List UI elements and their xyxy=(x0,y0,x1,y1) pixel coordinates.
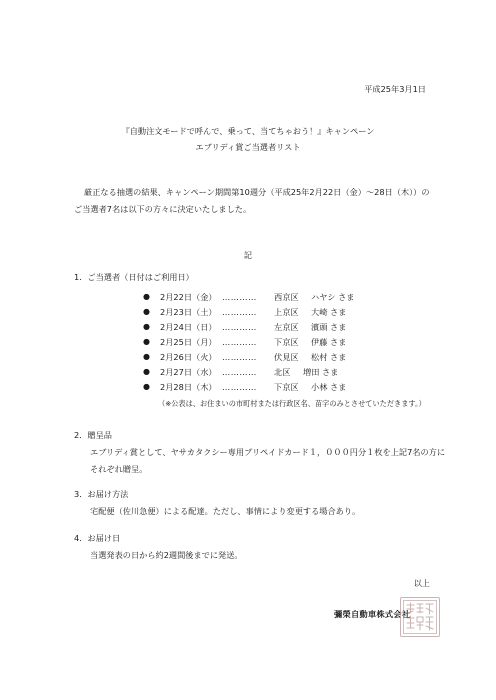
leader-dots: ………… xyxy=(222,307,257,317)
bullet-icon: ● xyxy=(143,367,150,376)
issue-date: 平成25年3月1日 xyxy=(364,84,426,94)
leader-dots: ………… xyxy=(222,352,257,362)
winner-ward: 伏見区 xyxy=(274,352,299,362)
publication-note: （※公表は、お住まいの市町村または行政区名、苗字のみとさせていただきます。） xyxy=(158,399,426,408)
bullet-icon: ● xyxy=(143,307,150,316)
winner-row xyxy=(143,307,413,322)
winner-ward: 左京区 xyxy=(274,322,299,332)
winners-list xyxy=(143,292,413,397)
winner-name: 伊藤 さま xyxy=(311,337,347,347)
winner-row xyxy=(143,337,413,352)
winner-row xyxy=(143,322,413,337)
winner-name: 増田 さま xyxy=(303,367,339,377)
company-seal-stamp xyxy=(400,597,440,637)
leader-dots: ………… xyxy=(222,367,257,377)
leader-dots: ………… xyxy=(222,292,257,302)
bullet-icon: ● xyxy=(143,322,150,331)
bullet-icon: ● xyxy=(143,337,150,346)
list-title: エブリディ賞ご当選者リスト xyxy=(195,142,301,152)
section-3-body: 宅配便（佐川急便）による配達。ただし、事情により変更する場合あり。 xyxy=(90,506,361,516)
bullet-icon: ● xyxy=(143,292,150,301)
winner-date: 2月22日（金） xyxy=(160,292,217,302)
winner-ward: 下京区 xyxy=(274,337,299,347)
winner-date: 2月23日（土） xyxy=(160,307,217,317)
winner-ward: 上京区 xyxy=(274,307,299,317)
section-4-body: 当選発表の日から約2週間後までに発送。 xyxy=(90,550,243,560)
winner-row xyxy=(143,367,413,382)
winner-row xyxy=(143,352,413,367)
winner-name: 小林 さま xyxy=(311,382,347,392)
winner-date: 2月25日（月） xyxy=(160,337,217,347)
winner-row xyxy=(143,382,413,397)
winner-name: 松村 さま xyxy=(311,352,347,362)
winner-date: 2月26日（火） xyxy=(160,352,217,362)
section-4-title: 4．お届け日 xyxy=(74,533,121,543)
winner-ward: 下京区 xyxy=(274,382,299,392)
company-name: 彌榮自動車株式会社 xyxy=(334,609,411,619)
leader-dots: ………… xyxy=(222,322,257,332)
winner-ward: 北区 xyxy=(274,367,291,377)
intro-paragraph: 厳正なる抽選の結果、キャンペーン期間第10週分（平成25年2月22日（金）～28日（木））のご当選者7名は以下の方々に決定いたしました。 xyxy=(74,187,430,214)
winner-row xyxy=(143,292,413,307)
ki-heading: 記 xyxy=(243,250,253,260)
winner-date: 2月27日（水） xyxy=(160,367,217,377)
leader-dots: ………… xyxy=(222,337,257,347)
section-3-title: 3．お届け方法 xyxy=(74,489,129,499)
winner-ward: 西京区 xyxy=(274,292,299,302)
closing-mark: 以上 xyxy=(413,578,430,588)
bullet-icon: ● xyxy=(143,352,150,361)
section-2-body: エブリディ賞として、ヤサカタクシー専用プリペイドカード１，０００円分１枚を上記7名の方にそれぞれ贈呈。 xyxy=(90,447,446,474)
leader-dots: ………… xyxy=(222,382,257,392)
bullet-icon: ● xyxy=(143,382,150,391)
section-1-title: 1．ご当選者（日付はご利用日） xyxy=(74,272,194,282)
winner-date: 2月28日（木） xyxy=(160,382,217,392)
section-2-title: 2．贈呈品 xyxy=(74,430,112,440)
winner-name: 大崎 さま xyxy=(311,307,347,317)
winner-date: 2月24日（日） xyxy=(160,322,217,332)
seal-icon xyxy=(401,598,439,636)
campaign-title: 『自動注文モードで呼んで、乗って、当てちゃおう！』キャンペーン xyxy=(121,126,375,136)
winner-name: ハヤシ さま xyxy=(311,292,355,302)
winner-name: 濱頭 さま xyxy=(311,322,347,332)
